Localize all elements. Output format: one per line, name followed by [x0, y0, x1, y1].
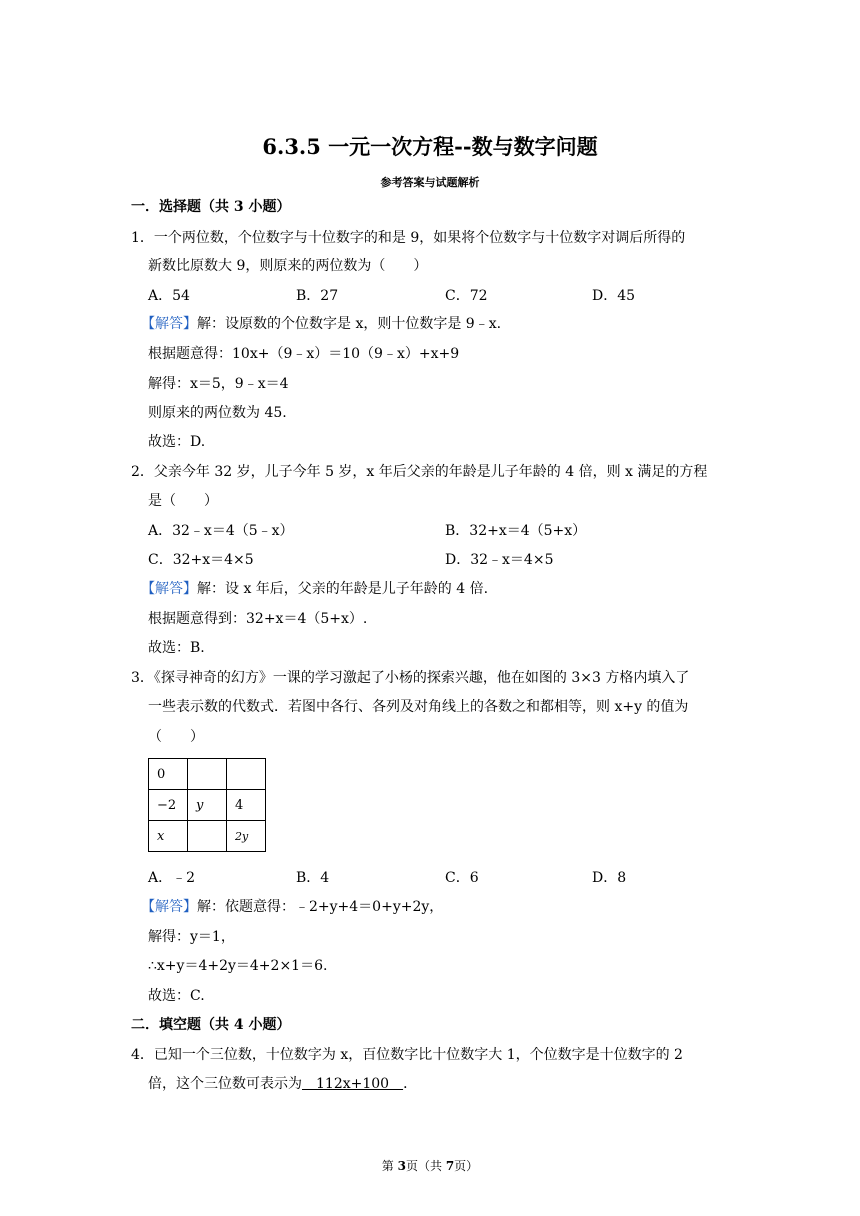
current-page-number: 3 [397, 1159, 406, 1173]
q3-line1: 3．《探寻神奇的幻方》一课的学习激起了小杨的探索兴趣，他在如图的 3×3 方格内填入了 [131, 670, 690, 686]
section-heading-fill: 二．填空题（共 4 小题） [131, 1017, 291, 1033]
q3-option-d: D．8 [592, 870, 627, 886]
q1-option-c: C．72 [445, 288, 488, 304]
q2-option-b: B．32+x＝4（5+x） [445, 523, 587, 539]
grid-row [149, 759, 266, 790]
q1-solution-3: 解得：x＝5，9﹣x＝4 [148, 376, 289, 392]
q2-solution-1: 【解答】解：设 x 年后，父亲的年龄是儿子年龄的 4 倍. [141, 581, 489, 597]
grid-cell: 4 [227, 790, 266, 821]
q2-option-a: A．32﹣x＝4（5﹣x） [148, 523, 294, 539]
jieda-label: 【解答】 [141, 581, 197, 597]
grid-cell [188, 759, 227, 790]
q3-solution-3: ∴x+y＝4+2y＝4+2×1＝6. [148, 958, 328, 974]
grid-cell: x [149, 821, 188, 852]
q3-option-a: A．﹣2 [148, 870, 196, 886]
q3-line3: （ ） [148, 729, 204, 745]
q3-option-b: B．4 [296, 870, 330, 886]
q1-option-b: B．27 [296, 288, 339, 304]
jieda-label: 【解答】 [141, 316, 197, 332]
q2-option-c: C．32+x＝4×5 [148, 552, 254, 568]
grid-row [149, 790, 266, 821]
grid-row [149, 821, 266, 852]
page-title: 6.3.5 一元一次方程--数与数字问题 [262, 134, 598, 159]
grid-cell [227, 759, 266, 790]
q2-line2: 是（ ） [148, 493, 218, 509]
q2-solution-2: 根据题意得到：32+x＝4（5+x）. [148, 611, 368, 627]
q1-line2: 新数比原数大 9，则原来的两位数为（ ） [148, 258, 428, 274]
q3-option-c: C．6 [445, 870, 479, 886]
q1-solution-5: 故选：D. [148, 434, 206, 450]
q1-option-d: D．45 [592, 288, 636, 304]
page-footer: 第 3页（共 7页） [381, 1159, 479, 1173]
q3-solution-2: 解得：y＝1， [148, 929, 235, 945]
q1-solution-2: 根据题意得：10x+（9﹣x）＝10（9﹣x）+x+9 [148, 346, 460, 362]
grid-cell: 0 [149, 759, 188, 790]
q4-line1: 4．已知一个三位数，十位数字为 x，百位数字比十位数字大 1，个位数字是十位数字的 2 [131, 1047, 683, 1063]
grid-cell: y [188, 790, 227, 821]
grid-cell: 2y [227, 821, 266, 852]
q1-solution-4: 则原来的两位数为 45. [148, 405, 287, 421]
q1-option-a: A．54 [148, 288, 190, 304]
magic-square-grid [148, 758, 266, 852]
grid-cell: −2 [149, 790, 188, 821]
q2-option-d: D．32﹣x＝4×5 [445, 552, 554, 568]
grid-cell [188, 821, 227, 852]
jieda-label: 【解答】 [141, 899, 197, 915]
q1-solution-1: 【解答】解：设原数的个位数字是 x，则十位数字是 9﹣x. [141, 316, 502, 332]
q1-line1: 1．一个两位数，个位数字与十位数字的和是 9，如果将个位数字与十位数字对调后所得的 [131, 230, 686, 246]
q3-line2: 一些表示数的代数式．若图中各行、各列及对角线上的各数之和都相等，则 x+y 的值为 [148, 699, 689, 715]
q2-line1: 2．父亲今年 32 岁，儿子今年 5 岁，x 年后父亲的年龄是儿子年龄的 4 倍，则 x 满足的方程 [131, 464, 708, 480]
q3-solution-1: 【解答】解：依题意得：﹣2+y+4＝0+y+2y， [141, 899, 444, 915]
q4-answer-blank: 112x+100 [302, 1076, 404, 1092]
page-subtitle: 参考答案与试题解析 [380, 176, 480, 189]
q4-line2: 倍，这个三位数可表示为 112x+100 ． [148, 1076, 418, 1092]
section-heading-choice: 一．选择题（共 3 小题） [131, 199, 291, 215]
total-page-number: 7 [445, 1159, 455, 1173]
q2-solution-3: 故选：B. [148, 640, 205, 656]
q3-solution-4: 故选：C. [148, 988, 205, 1004]
